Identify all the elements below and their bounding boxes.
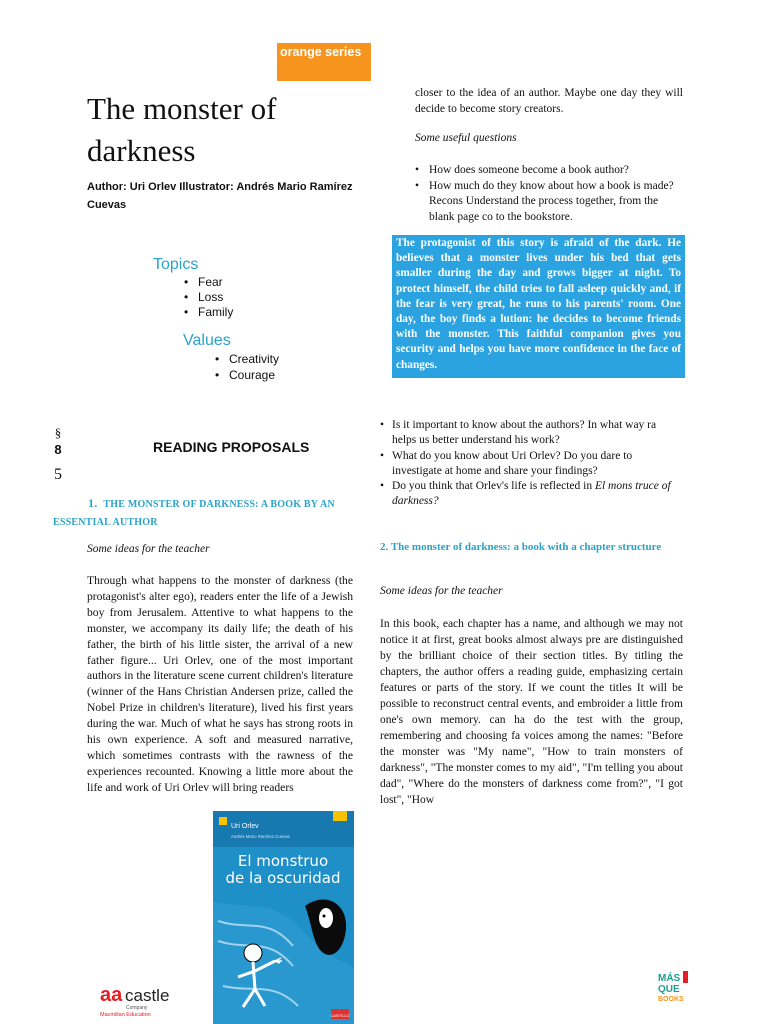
section1-teacher-label: Some ideas for the teacher bbox=[87, 543, 210, 555]
author-question-text: Do you think that Orlev's life is reflected in bbox=[392, 480, 595, 493]
useful-questions-list bbox=[415, 163, 683, 225]
topics-list bbox=[184, 275, 233, 320]
cover-monster-eye bbox=[323, 915, 326, 918]
synopsis-box: The protagonist of this story is afraid of the dark. He believes that a monster lives under his bed that gets smaller during the day and grows bigger at night. To protect himself, the child tries to fall asleep quickly and, if the fear is very great, he runs to his parents' room. One day, the boy finds a lution: he decides to become friends with the monster. This faithful companion gives you security and helps you have more confidence in the face of changes. bbox=[392, 235, 685, 378]
value-item: • Creativity bbox=[215, 351, 279, 367]
castle-logo-company: Company bbox=[126, 1005, 148, 1011]
book-cover-image bbox=[213, 811, 354, 1024]
useful-question-item: • How much do they know about how a book is made? Recons Understand the process together, from the blank page co to the bookstore. bbox=[415, 179, 683, 226]
castle-logo-macmillan: Macmillan Education bbox=[100, 1012, 151, 1018]
values-list bbox=[215, 351, 279, 383]
useful-question-item: • How does someone become a book author? bbox=[415, 163, 683, 179]
mas-logo-exclaim bbox=[683, 971, 688, 983]
section-symbol: § bbox=[54, 425, 62, 440]
title-line-2: darkness bbox=[87, 133, 196, 168]
castle-logo bbox=[100, 983, 190, 1019]
series-badge: orange series bbox=[277, 43, 371, 81]
mas-logo-line1: MÁS bbox=[658, 973, 681, 984]
side-mark bbox=[52, 424, 64, 458]
cover-title-1: El monstruo bbox=[237, 852, 329, 870]
topic-item: • Fear bbox=[184, 275, 233, 290]
topic-item: • Family bbox=[184, 305, 233, 320]
author-question-book-title: El mons truce of darkness? bbox=[392, 480, 671, 508]
mas-que-books-logo bbox=[656, 970, 696, 1010]
topics-label: Topics bbox=[153, 256, 199, 273]
section1-heading-text: THE MONSTER OF DARKNESS: A BOOK BY AN ESSENTIAL AUTHOR bbox=[53, 499, 335, 528]
cover-title-2: de la oscuridad bbox=[225, 869, 341, 887]
useful-questions-label: Some useful questions bbox=[415, 132, 517, 144]
cover-boy-head bbox=[244, 944, 262, 962]
cover-illustrator: Andrés Mario Ramírez Cuevas bbox=[231, 834, 290, 839]
values-label: Values bbox=[183, 332, 231, 349]
cover-monster-face bbox=[319, 908, 333, 928]
castle-logo-mark: aa bbox=[100, 984, 123, 1006]
topic-item: • Loss bbox=[184, 290, 233, 305]
side-number: 8 bbox=[54, 442, 62, 457]
value-item: • Courage bbox=[215, 367, 279, 383]
page-title bbox=[87, 88, 357, 172]
mas-logo-line3: BOOKS bbox=[658, 996, 684, 1003]
section2-number: 2. bbox=[380, 541, 389, 553]
section1-body: Through what happens to the monster of darkness (the protagonist's alter ego), readers enter the life of a Jewish boy from Jerusalem. Attentive to what happens to the monster, we accompany its daily life; the death of his father, the birth of his little sister, the arrival of a new father figure... Uri Orlev, one of the most important authors in the literature scene current children's literature (winner of the Hans Christian Andersen prize, called the Nobel Prize in children's literature), lived his first years during the war. Much of what he says has strong roots in his own experience. A soft and measured narrative, which sometimes contrasts with the rawness of the experiences recounted. Knowing a little more about the life and work of Uri Orlev will bring readers bbox=[87, 574, 353, 794]
title-line-1: The monster of bbox=[87, 91, 277, 126]
author-question-item bbox=[380, 479, 683, 510]
section2-body: In this book, each chapter has a name, and although we may not notice it at first, great books almost always pre are distinguished by the brilliant choice of their section titles. By titling the chapters, the author offers a reading guide, emphasizing certain features or parts of the story. If we count the titles It will be possible to reconstruct central events, and embroider a little from one's own memory. can ha do the test with the group, remembering and choosing fa voices among the names: "Before the monster was "My name", "How to train monsters of darkness", "The monster comes to my aid", "I'm telling you about dad", "Where do the monsters of darkness come from?", "I got lost", "How bbox=[380, 618, 683, 806]
mas-logo-line2: QUE bbox=[658, 984, 680, 995]
section1-heading bbox=[53, 494, 353, 532]
author-credits: Author: Uri Orlev Illustrator: Andrés Mario Ramírez Cuevas bbox=[87, 181, 353, 211]
cover-crown-mark bbox=[333, 811, 347, 821]
section2-teacher-label: Some ideas for the teacher bbox=[380, 585, 503, 597]
castle-logo-name: castle bbox=[125, 986, 170, 1005]
cover-author: Uri Orlev bbox=[231, 823, 259, 830]
intro-continuation: closer to the idea of an author. Maybe one day they will decide to become story creators. bbox=[415, 87, 683, 115]
section2-heading-text: The monster of darkness: a book with a chapter structure bbox=[390, 541, 662, 553]
page-number: 5 bbox=[54, 466, 62, 483]
section2-heading bbox=[380, 540, 683, 555]
section1-number: 1. bbox=[88, 496, 98, 510]
author-question-item: • What do you know about Uri Orlev? Do you dare to investigate at home and share your findings? bbox=[380, 449, 683, 480]
cover-small-mark bbox=[219, 817, 227, 825]
reading-proposals-heading: READING PROPOSALS bbox=[153, 439, 310, 455]
author-questions-list bbox=[380, 418, 683, 510]
author-question-item: • Is it important to know about the authors? In what way ra helps us better understand his work? bbox=[380, 418, 683, 449]
cover-publisher: CASTILLO bbox=[330, 1013, 350, 1018]
